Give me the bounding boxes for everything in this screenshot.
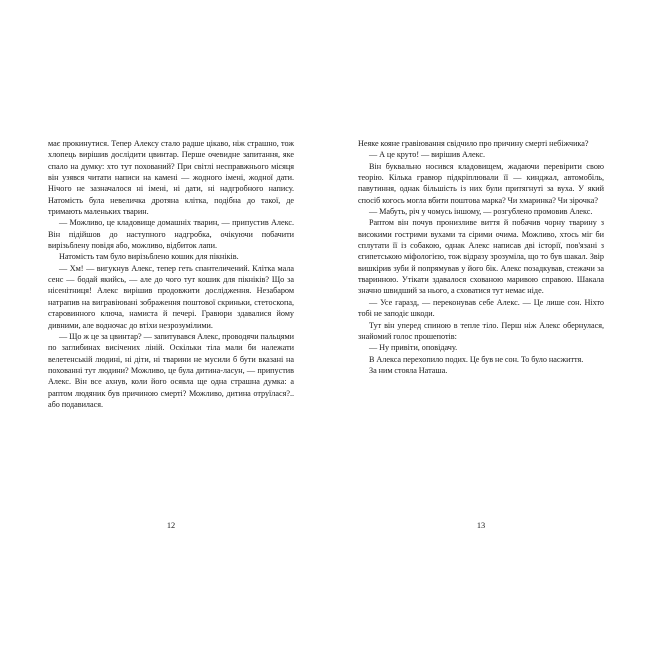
paragraph: — Що ж це за цвинтар? — запитувався Алекс, проводячи пальцями по заглибинах висічених ліній. Оскільки тіла мали би належати велетенській людині, ні діти, ні тварини не мусили б бути вказані на похованні тут людини? Можливо, це була дитина-ласун, — припустив Алекс. Він все ахнув, коли його осявла ще одна страшна думка: а раптом людяник був причиною смерті? Можливо, дитина отруїлася?.. або подавилася. [48,331,294,409]
page-number-left: 12 [166,521,176,530]
paragraph: Неяке кояне гравіювання свідчило про причину смерті небіжчика? [358,139,589,148]
paragraph: — А це круто! — вирішив Алекс. [369,150,485,160]
paragraph: має прокинутися. Тепер Алексу стало радше цікаво, ніж страшно, тож хлопець вирішив дослідити цвинтар. Перше очевидне запитання, яке спало на думку: хто тут похований? При світлі несправжнього місяця він узявся читати написи на камені — жодного імені, жодної дати. Нічого не зазначалося ні імені, ні дати, ні надгробного напису. Натомість була невеличка дротяна клітка, подібна до такої, де тримають маленьких тварин. [48,139,294,217]
paragraph: — Можливо, це кладовище домашніх тварин, — припустив Алекс. Він підійшов до наступного надгробка, очікуючи побачити вирізьблену повідя або, можливо, відбиток лапи. [48,218,294,251]
paragraph: За ним стояла Наташа. [369,365,448,375]
paragraph: Тут він уперед спиною в тепле тіло. Перш ніж Алекс обернулася, знайомий голос прошепотів: [358,320,604,341]
paragraph: Натомість там було вирізьблено кошик для пікніків. [59,252,239,262]
paragraph: Він буквально носився кладовищем, жадаючи перевірити свою теорію. Кілька гравюр підкріплювали її — кинджал, автомобіль, павутиння, однак більшість із них були притягнуті за вуха. У який спосіб когось могла вбити поштова марка? Чи хмаринка? Чи зірочка? [358,161,604,205]
paragraph: В Алекса перехопило подих. Це був не сон. То було насжиття. [369,354,584,364]
paragraph: — Усе гаразд, — переконував себе Алекс. — Це лише сон. Ніхто тобі не заподіє шкоди. [358,297,604,319]
paragraph: — Мабуть, річ у чомусь іншому, — розгублено промовив Алекс. [369,207,593,217]
page-number-right: 13 [476,521,486,530]
left-page [48,138,294,538]
paragraph: Раптом він почув пронизливе виття й побачив чорну тварину з високими гострими вухами та сірими очима. Можливо, хтось міг би сплутати її із собакою, однак Алекс написав дві історії, пов'язані з єгипетською міфологією, тож відразу зрозуміла, що то був шакал. Звір вишкірив зуби й попрямував у його бік. Алекс позадкував, стежачи за тваринною. Утікати здавалося схованою маривою справою. Шакала значно швидший за нього, а сховатися тут немає ніде. [358,218,604,296]
page-gutter [322,0,328,650]
right-page [358,138,604,538]
paragraph: — Ну привіти, оповідачу. [369,343,458,353]
paragraph: — Хм! — вигукнув Алекс, тепер геть спантеличений. Клітка мала сенс — бодай якийсь, — але до чого тут кошик для пікніків? Що за нісенітниця! Алекс вирішив продовжити дослідження. Незабаром натрапив на вигравіювані зображення поштової скриньки, стетоскопа, старовинного ключа, намиста й печерi. Гравюри здавалися йому дивними, але водночас до втіхи незрозумілими. [48,263,294,330]
left-page-text-column [48,138,294,410]
right-page-text-column [358,138,604,376]
